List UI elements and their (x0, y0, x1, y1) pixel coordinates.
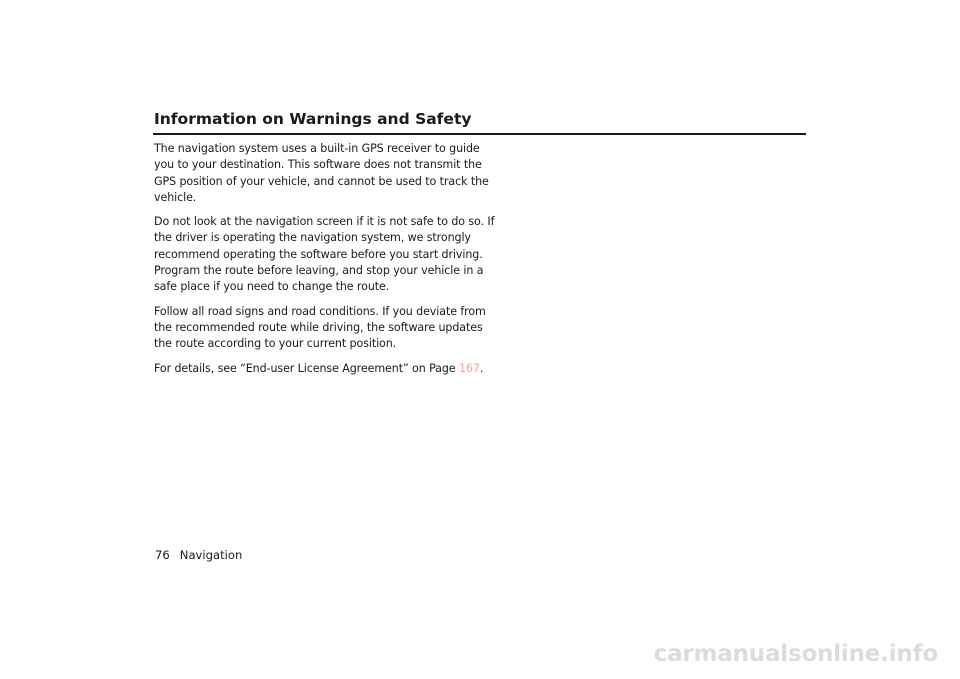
section-heading: Information on Warnings and Safety (154, 110, 472, 128)
text-line: the recommended route while driving, the software updates (154, 320, 483, 334)
text-line: you to your destination. This software does not transmit the (154, 158, 482, 172)
footer-section: Navigation (179, 548, 243, 562)
cross-reference-text: For details, see “End-user License Agreement” on Page (154, 361, 459, 375)
heading-rule (153, 133, 806, 135)
text-line: the driver is operating the navigation system, we strongly (154, 231, 471, 245)
paragraph (154, 361, 484, 377)
text-line: GPS position of your vehicle, and cannot be used to track the (154, 174, 489, 188)
text-line: Program the route before leaving, and stop your vehicle in a (154, 264, 484, 278)
body-text (154, 141, 495, 385)
cross-reference-line (154, 361, 484, 377)
paragraph (154, 214, 495, 295)
text-line: Follow all road signs and road conditions. If you deviate from (154, 304, 486, 318)
text-line: recommend operating the software before you start driving. (154, 247, 483, 261)
text-line: Do not look at the navigation screen if it is not safe to do so. If (154, 215, 495, 229)
cross-reference-suffix: . (479, 361, 484, 375)
page-link[interactable]: 167 (458, 361, 480, 375)
page-number: 76 (155, 548, 170, 562)
text-line: the route according to your current position. (154, 337, 397, 351)
text-line: safe place if you need to change the route. (154, 280, 390, 294)
text-line: The navigation system uses a built-in GPS receiver to guide (154, 142, 480, 155)
text-line: vehicle. (154, 190, 197, 204)
paragraph (154, 141, 489, 206)
page-footer (155, 548, 242, 562)
paragraph (154, 304, 486, 353)
watermark: carmanualsonline.info (653, 641, 938, 667)
